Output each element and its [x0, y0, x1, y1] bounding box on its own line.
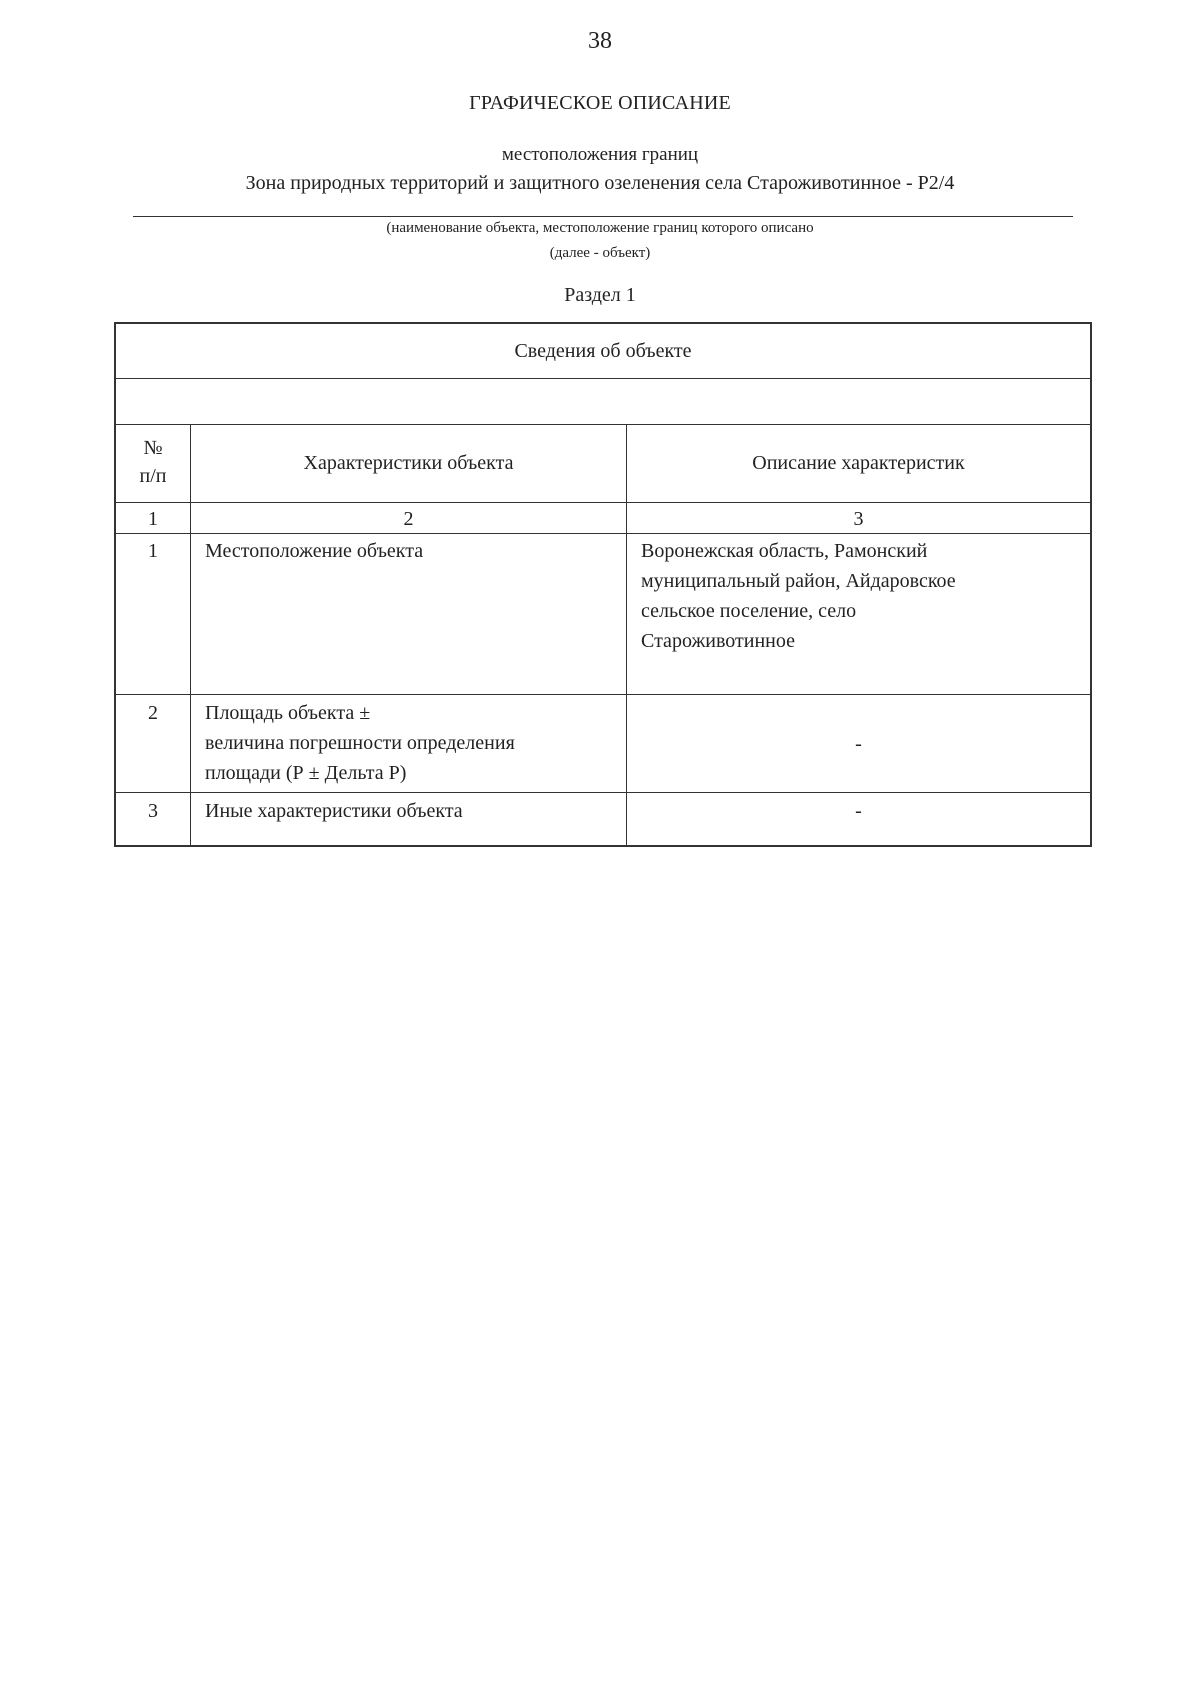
object-info-table	[114, 322, 1092, 847]
header-number-line-2: п/п	[139, 465, 167, 487]
page-number: 38	[588, 28, 612, 54]
table-rule	[116, 792, 1090, 793]
document-subtitle-line-2: Зона природных территорий и защитного озеленения села Староживотинное - Р2/4	[245, 172, 955, 194]
column-number-2: 2	[403, 508, 414, 530]
row-1-number: 1	[148, 540, 158, 562]
header-characteristic: Характеристики объекта	[303, 452, 514, 474]
header-description: Описание характеристик	[752, 452, 965, 474]
section-label: Раздел 1	[564, 284, 636, 306]
row-1-characteristic	[205, 536, 615, 566]
row-1-description-line: сельское поселение, село	[641, 600, 857, 622]
table-rule	[116, 502, 1090, 503]
row-2-number: 2	[148, 702, 158, 724]
row-2-description	[627, 729, 1090, 759]
row-3-description-line: -	[855, 800, 862, 822]
row-2-description-line: -	[855, 733, 862, 755]
row-1-description-line: муниципальный район, Айдаровское	[641, 570, 956, 592]
table-rule	[190, 424, 191, 847]
header-number-line-1: №	[143, 437, 163, 459]
caption-line-1: (наименование объекта, местоположение границ которого описано	[386, 220, 814, 236]
row-1-characteristic-line: Местоположение объекта	[205, 540, 424, 562]
document-title: ГРАФИЧЕСКОЕ ОПИСАНИЕ	[469, 92, 731, 114]
row-3-characteristic-line: Иные характеристики объекта	[205, 800, 463, 822]
caption-line-2: (далее - объект)	[549, 245, 651, 261]
row-3-characteristic	[205, 796, 620, 826]
row-2-characteristic-line: площади (Р ± Дельта Р)	[205, 762, 407, 784]
row-1-description	[641, 536, 1081, 656]
table-rule	[116, 694, 1090, 695]
column-number-3: 3	[853, 508, 864, 530]
row-1-description-line: Староживотинное	[641, 630, 795, 652]
row-2-characteristic-line: Площадь объекта ±	[205, 702, 371, 724]
row-1-description-line: Воронежская область, Рамонский	[641, 540, 928, 562]
table-rule	[116, 378, 1090, 379]
row-3-description	[627, 796, 1090, 826]
column-number-1: 1	[148, 508, 158, 530]
row-3-number: 3	[148, 800, 158, 822]
header-number	[116, 434, 190, 490]
table-rule	[626, 424, 627, 847]
row-2-characteristic	[205, 698, 620, 788]
table-rule	[116, 424, 1090, 425]
document-subtitle-line-1: местоположения границ	[501, 144, 699, 165]
title-underline	[133, 216, 1073, 217]
row-2-characteristic-line: величина погрешности определения	[205, 732, 515, 754]
table-title: Сведения об объекте	[514, 340, 692, 362]
